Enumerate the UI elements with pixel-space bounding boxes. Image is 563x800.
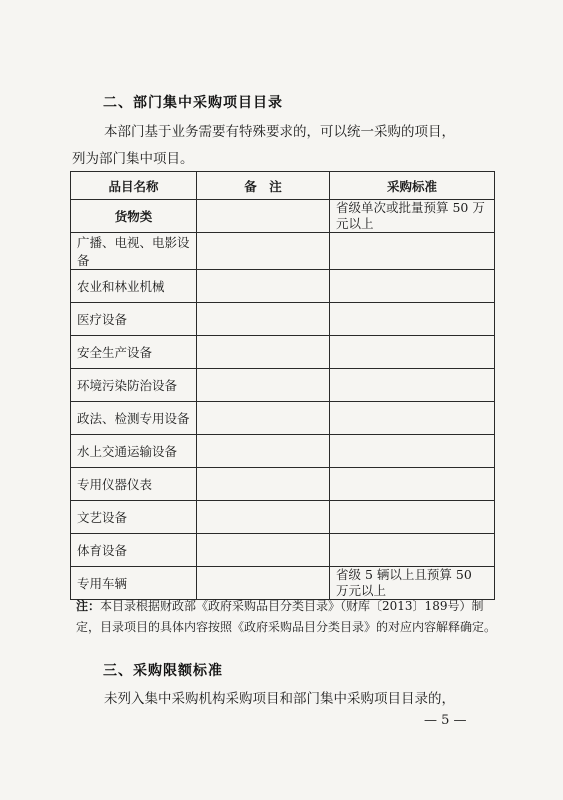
item-name-cell: 文艺设备 <box>71 501 197 534</box>
remarks-cell <box>197 567 330 600</box>
item-name-cell: 环境污染防治设备 <box>71 369 197 402</box>
table-row <box>71 468 495 501</box>
standard-cell <box>330 233 495 270</box>
remarks-cell <box>197 402 330 435</box>
footnote-text: 本目录根据财政部《政府采购品目分类目录》（财库〔2013〕189号）制定，目录项目的具体内容按照《政府采购品目分类目录》的对应内容解释确定。 <box>76 599 497 634</box>
footnote-label: 注： <box>76 599 101 613</box>
remarks-cell <box>197 468 330 501</box>
item-name-cell: 专用仪器仪表 <box>71 468 197 501</box>
table-row <box>71 270 495 303</box>
item-name-cell: 安全生产设备 <box>71 336 197 369</box>
intro-paragraph-line1: 本部门基于业务需要有特殊要求的，可以统一采购的项目， <box>104 124 455 140</box>
table-row <box>71 501 495 534</box>
standard-cell <box>330 402 495 435</box>
item-name-cell: 体育设备 <box>71 534 197 567</box>
standard-cell <box>330 501 495 534</box>
standard-cell <box>330 369 495 402</box>
threshold-paragraph-line1: 未列入集中采购机构采购项目和部门集中采购项目目录的， <box>104 691 455 707</box>
standard-cell <box>330 336 495 369</box>
remarks-cell <box>197 303 330 336</box>
item-name-cell: 广播、电视、电影设备 <box>71 233 197 270</box>
table-row <box>71 435 495 468</box>
section-heading-dept-centralized: 二、部门集中采购项目目录 <box>103 95 283 111</box>
table-row <box>71 200 495 233</box>
remarks-cell <box>197 435 330 468</box>
remarks-cell <box>197 369 330 402</box>
intro-paragraph-line2: 列为部门集中项目。 <box>72 151 194 167</box>
item-name-cell: 政法、检测专用设备 <box>71 402 197 435</box>
item-name-cell: 医疗设备 <box>71 303 197 336</box>
section-heading-threshold: 三、采购限额标准 <box>103 663 223 679</box>
item-name-cell: 水上交通运输设备 <box>71 435 197 468</box>
remarks-cell <box>197 336 330 369</box>
header-standard: 采购标准 <box>330 172 495 200</box>
procurement-items-table <box>70 171 495 600</box>
standard-cell <box>330 303 495 336</box>
table-footnote <box>76 596 496 638</box>
table-row <box>71 534 495 567</box>
standard-cell: 省级单次或批量预算 50 万元以上 <box>330 200 495 233</box>
table-row <box>71 402 495 435</box>
standard-cell <box>330 534 495 567</box>
remarks-cell <box>197 200 330 233</box>
table-header-row <box>71 172 495 200</box>
standard-cell <box>330 435 495 468</box>
standard-cell: 省级 5 辆以上且预算 50 万元以上 <box>330 567 495 600</box>
table-row <box>71 369 495 402</box>
remarks-cell <box>197 233 330 270</box>
header-remarks: 备 注 <box>197 172 330 200</box>
table-row <box>71 567 495 600</box>
page-number: — 5 — <box>424 713 467 728</box>
table-row <box>71 336 495 369</box>
item-name-cell: 农业和林业机械 <box>71 270 197 303</box>
table-row <box>71 233 495 270</box>
table-row <box>71 303 495 336</box>
remarks-cell <box>197 534 330 567</box>
remarks-cell <box>197 270 330 303</box>
item-name-cell: 货物类 <box>71 200 197 233</box>
remarks-cell <box>197 501 330 534</box>
standard-cell <box>330 468 495 501</box>
standard-cell <box>330 270 495 303</box>
item-name-cell: 专用车辆 <box>71 567 197 600</box>
header-item-name: 品目名称 <box>71 172 197 200</box>
